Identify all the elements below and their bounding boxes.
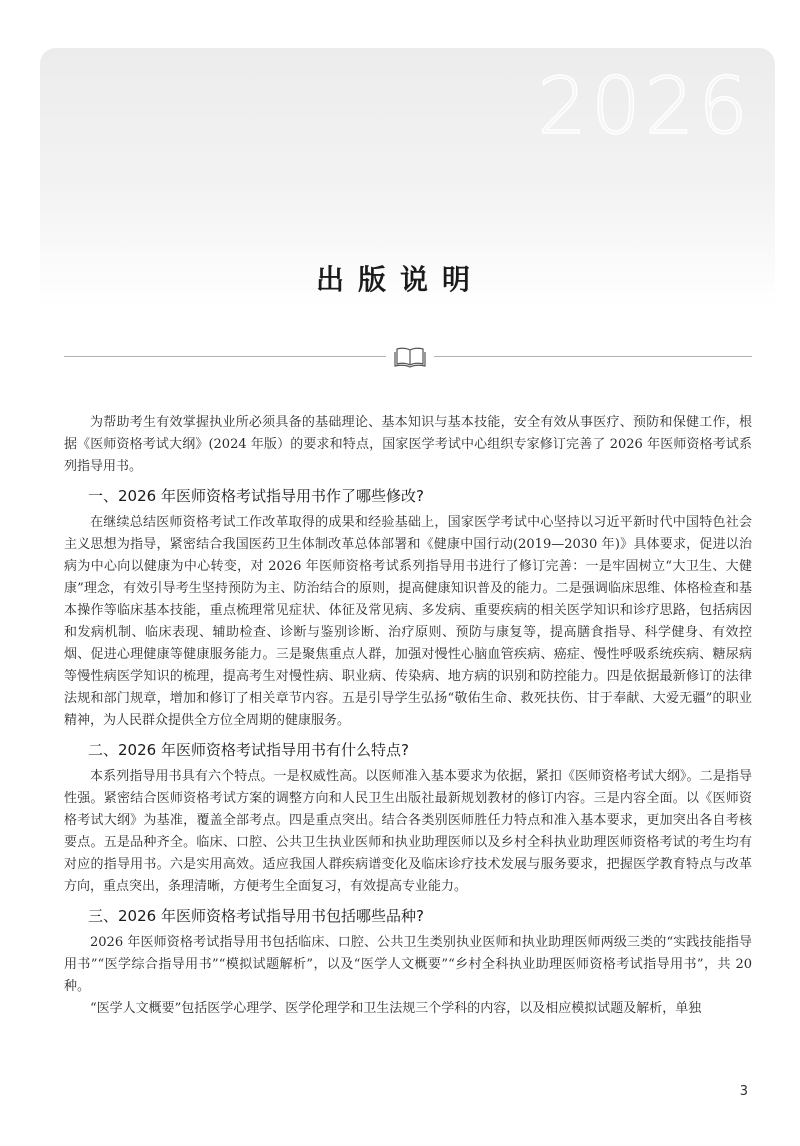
main-content <box>64 412 752 1020</box>
section-heading-3: 三、2026 年医师资格考试指导用书包括哪些品种? <box>88 907 424 925</box>
section-paragraph-3a: 2026 年医师资格考试指导用书包括临床、口腔、公共卫生类别执业医师和执业助理医师两级三类的“实践技能指导用书”“医学综合指导用书”“模拟试题解析”，以及“医学人文概要”“乡村全科执业助理医师资格考试指导用书”，共 20 种。 <box>64 935 752 994</box>
section-paragraph-1: 在继续总结医师资格考试工作改革取得的成果和经验基础上，国家医学考试中心坚持以习近平新时代中国特色社会主义思想为指导，紧密结合我国医药卫生体制改革总体部署和《健康中国行动(2019—2030 年)》具体要求，促进以治病为中心向以健康为中心转变，对 2026 年医师资格考试系列指导用书进行了修订完善：一是牢固树立“大卫生、大健康”理念，有效引导考生坚持预防为主、防治结合的原则，提高健康知识普及的能力。二是强调临床思维、体格检查和基本操作等临床基本技能，重点梳理常见症状、体征及常见病、多发病、重要疾病的相关医学知识和诊疗思路，包括病因和发病机制、临床表现、辅助检查、诊断与鉴别诊断、治疗原则、预防与康复等，提高膳食指导、科学健身、有效控烟、促进心理健康等健康服务能力。三是聚焦重点人群，加强对慢性心脑血管疾病、癌症、慢性呼吸系统疾病、糖尿病等慢性病医学知识的梳理，提高考生对慢性病、职业病、传染病、地方病的识别和防控能力。四是依据最新修订的法律法规和部门规章，增加和修订了相关章节内容。五是引导学生弘扬“敬佑生命、救死扶伤、甘于奉献、大爱无疆”的职业精神，为人民群众提供全方位全周期的健康服务。 <box>64 515 752 728</box>
section-heading-2: 二、2026 年医师资格考试指导用书有什么特点? <box>88 741 409 759</box>
section-paragraph-2: 本系列指导用书具有六个特点。一是权威性高。以医师准入基本要求为依据，紧扣《医师资格考试大纲》。二是指导性强。紧密结合医师资格考试方案的调整方向和人民卫生出版社最新规划教材的修订内容。三是内容全面。以《医师资格考试大纲》为基准，覆盖全部考点。四是重点突出。结合各类别医师胜任力特点和准入基本要求，更加突出各自考核要点。五是品种齐全。临床、口腔、公共卫生执业医师和执业助理医师以及乡村全科执业助理医师资格考试的考生均有对应的指导用书。六是实用高效。适应我国人群疾病谱变化及临床诊疗技术发展与服务要求，把握医学教育特点与改革方向，重点突出，条理清晰，方便考生全面复习，有效提高专业能力。 <box>64 769 752 894</box>
page-number: 3 <box>739 1084 748 1099</box>
year-watermark: 2026 <box>537 62 752 152</box>
page-title: 出版说明 <box>315 263 484 296</box>
open-book-icon <box>392 345 428 369</box>
divider-line-left <box>64 356 386 357</box>
section-heading-1: 一、2026 年医师资格考试指导用书作了哪些修改? <box>88 487 424 505</box>
section-paragraph-3b: “医学人文概要”包括医学心理学、医学伦理学和卫生法规三个学科的内容，以及相应模拟试题及解析，单独 <box>90 1001 702 1016</box>
divider-line-right <box>434 356 752 357</box>
intro-paragraph: 为帮助考生有效掌握执业所必须具备的基础理论、基本知识与基本技能，安全有效从事医疗、预防和保健工作，根据《医师资格考试大纲》(2024 年版）的要求和特点，国家医学考试中心组织专家修订完善了 2026 年医师资格考试系列指导用书。 <box>64 415 752 474</box>
